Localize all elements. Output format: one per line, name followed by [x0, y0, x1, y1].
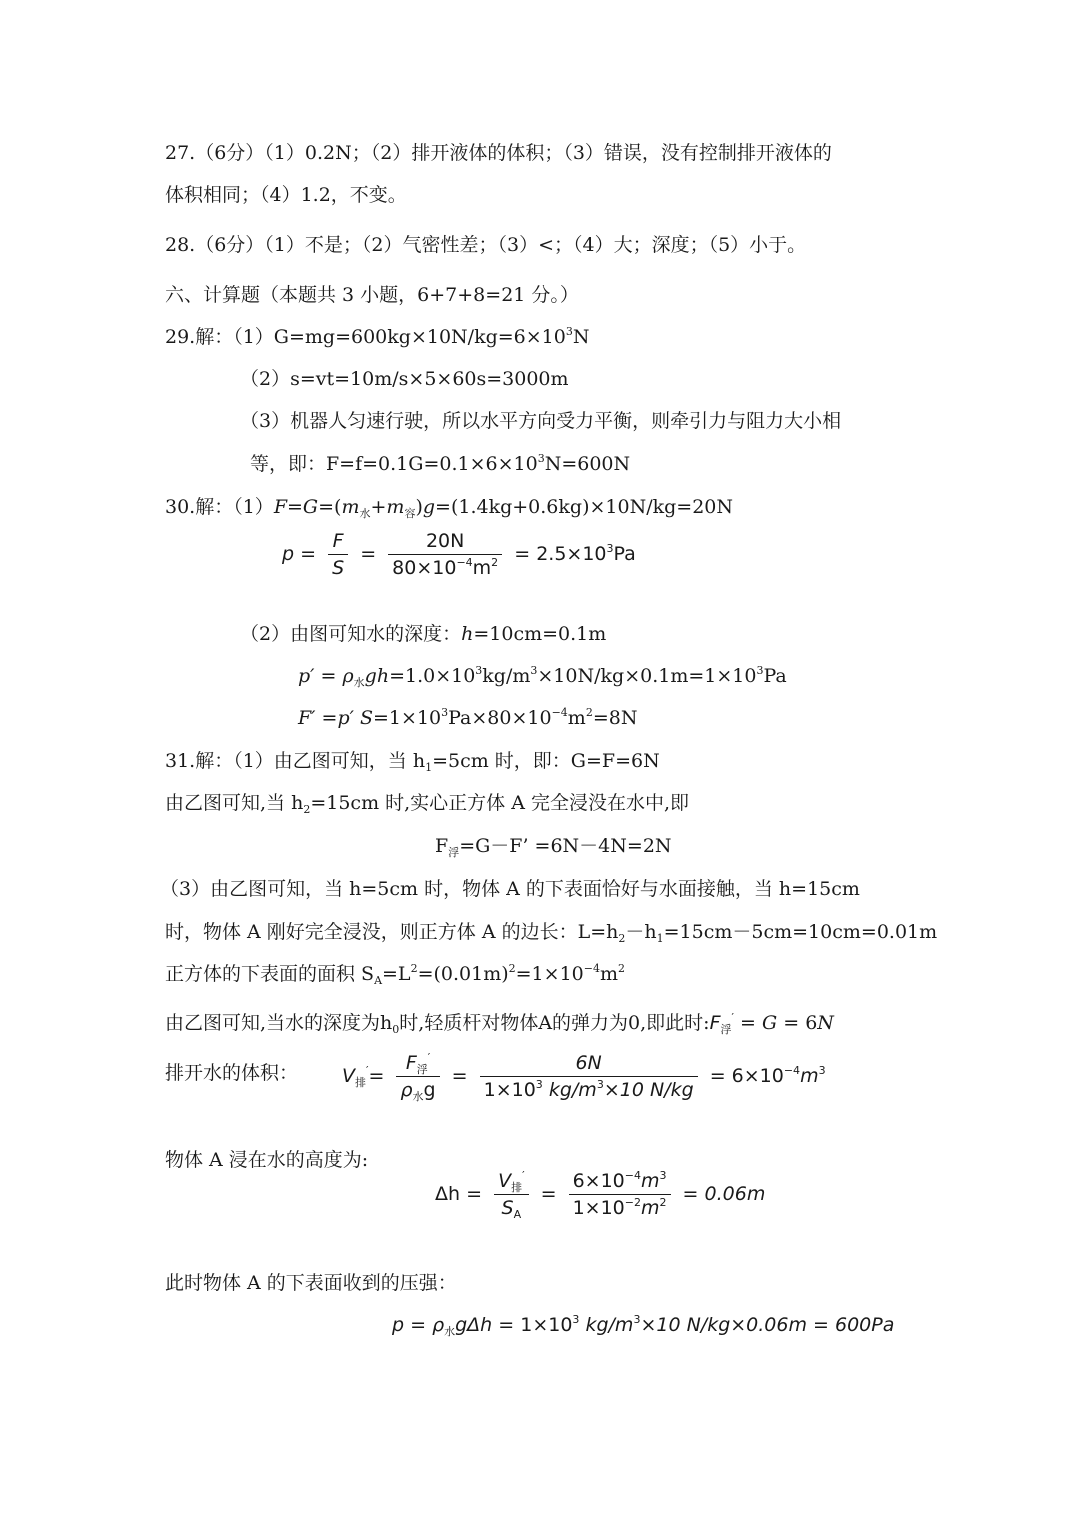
q27-line2: 体积相同；（4）1.2，不变。	[165, 184, 407, 206]
q31-height-equation: Δh = $\frac{V_排'}{S_A}$ = $\frac{6\times 10^{-4}m^3}{1\times 10^{-2}m^2}$ = 0.06m	[435, 1169, 766, 1221]
q31-buoyancy: $F_浮=G-F$’ =6N－4N=2N	[435, 835, 672, 859]
q31-volume-label: 排开水的体积：	[165, 1062, 299, 1084]
q31-volume-equation: $V_排'=$ $\frac{F_浮'}{\rho_水g}$ = $\frac{6N}{1\times 10^3 kg/m^3\times 10 N/kg}$ = $6\times 10^{-4}m^3$	[342, 1051, 826, 1103]
fraction-volume-over-area: $\frac{6\times 10^{-4}m^3}{1\times 10^{-2}m^2}$	[569, 1170, 671, 1219]
q31-height-label: 物体 A 浸在水的高度为:	[165, 1149, 369, 1171]
section-title: 六、计算题（本题共 3 小题，6+7+8=21 分。）	[165, 284, 579, 306]
q30-part2-force: F′ =p′ $S=1\times 10^3Pa\times 80\times 10^{-4}m^2=8N$	[298, 706, 638, 729]
q31-line5: 时，物体 A 刚好完全浸没，则正方体 A 的边长：$L=h_2-h_1=15cm-5cm=10cm=0.01m$	[165, 921, 938, 945]
q29-part1: 29.解：$(1)G=mg=600kg\times 10N/kg=6\times 10^3N$	[165, 325, 590, 348]
fraction-Ffloat-over-rho-g: $\frac{F_浮'}{\rho_水g}$	[396, 1052, 439, 1101]
q28-line1: 28.（6分）（1）不是；（2）气密性差；（3）<；（4）大；深度；（5）小于。	[165, 234, 807, 256]
q31-line4: （3）由乙图可知，当 h=5cm 时，物体 A 的下表面恰好与水面接触，当 h=15cm	[160, 878, 860, 900]
fraction-F-over-S: $\frac{F}{S}$	[328, 530, 348, 579]
fraction-6N-over-density: $\frac{6N}{1\times 10^3 kg/m^3\times 10 N/kg}$	[480, 1052, 698, 1101]
q30-part2: （2）由图可知水的深度：h=10cm=0.1m	[240, 623, 607, 645]
q30-part1: 30.解：$(1)F=G=(m_水+m_容)g=(1.4kg+0.6kg)\times 10N/kg=20N$	[165, 496, 734, 520]
q30-pressure-equation: p = $\frac{F}{S}$ = $\frac{20N}{80\times 10^{-4}m^2}$ = $2.5\times 10^3Pa$	[282, 530, 636, 579]
q30-part2-pressure: $p' = \rho_水gh=1.0\times 10^3kg/m^3\times 10N/kg\times 0.1m=1\times 10^3Pa$	[298, 664, 787, 689]
q31-line7: 由乙图可知,当水的深度为$h_0$时,轻质杆对物体A的弹力为0,即此时$:F_浮' = G = 6N$	[165, 1011, 834, 1036]
q31-pressure-equation: $p = \rho_水g\Delta h = 1\times 10^3$ $kg/m^3\times 10$ N/kg×0.06m = 600Pa	[392, 1313, 895, 1338]
q29-part2: （2）s=vt=10m/s×5×60s=3000m	[240, 368, 569, 390]
q31-line6: 正方体的下表面的面积 $S_A=L^2=(0.01m)^2=1\times 10^{-4}m^2$	[165, 962, 625, 987]
q27-line1: 27.（6分）（1）0.2N；（2）排开液体的体积；（3）错误，没有控制排开液体的	[165, 142, 832, 164]
q31-line1: 31.解：（1）由乙图可知，当 $h_1=5cm$ 时，即：G=F=6N	[165, 750, 660, 774]
q29-part3-line1: （3）机器人匀速行驶，所以水平方向受力平衡，则牵引力与阻力大小相	[240, 410, 842, 432]
fraction-20N-over-area: $\frac{20N}{80\times 10^{-4}m^2}$	[388, 530, 502, 579]
q31-pressure-label: 此时物体 A 的下表面收到的压强：	[165, 1272, 457, 1294]
q29-part3-line2: 等，即：$F=f=0.1G=0.1\times 6\times 10^3N=600N$	[250, 452, 631, 475]
fraction-V-over-SA: $\frac{V_排'}{S_A}$	[494, 1170, 529, 1219]
q31-line2: 由乙图可知,当 $h_2=15cm$ 时,实心正方体 A 完全浸没在水中,即	[165, 792, 690, 816]
